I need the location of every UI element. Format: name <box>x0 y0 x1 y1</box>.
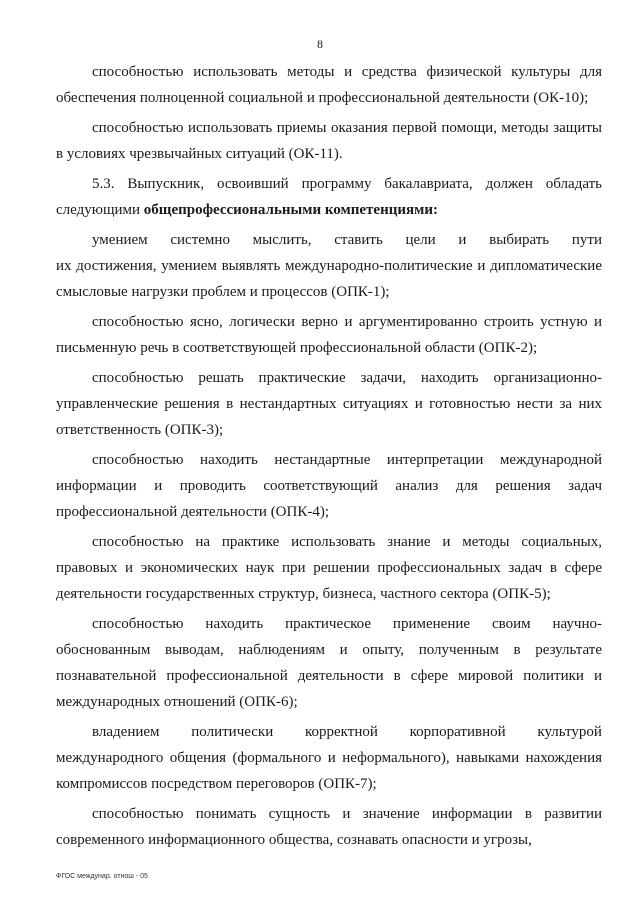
paragraph-opk-6: способностью находить практическое применение своим научно-обоснованным выводам, наблюдениям и опыту, полученным в результате познавательной профессиональной деятельности в сфере мировой политики и международных отношений (ОПК-6); <box>56 616 602 710</box>
word: выбирать <box>489 232 550 248</box>
word: умением <box>92 232 148 248</box>
word: цели <box>405 232 436 248</box>
word: владением <box>92 724 160 740</box>
paragraph-last: способностью понимать сущность и значение информации в развитии современного информационного общества, сознавать опасности и угрозы, <box>56 806 602 848</box>
word: ставить <box>334 232 383 248</box>
word: культурой <box>537 724 602 740</box>
paragraph-opk-4: способностью находить нестандартные интерпретации международной информации и проводить соответствующий анализ для решения задач профессиональной деятельности (ОПК-4); <box>56 452 602 520</box>
word: мыслить, <box>252 232 312 248</box>
paragraph-ok-11: способностью использовать приемы оказания первой помощи, методы защиты в условиях чрезвычайных ситуаций (ОК-11). <box>56 120 602 162</box>
paragraph-opk-2: способностью ясно, логически верно и аргументированно строить устную и письменную речь в соответствующей профессиональной области (ОПК-2); <box>56 314 602 356</box>
footer-label: ФГОС междунар. отнош - 05 <box>56 873 148 880</box>
paragraph-opk-5: способностью на практике использовать знание и методы социальных, правовых и экономических наук при решении профессиональных задач в сфере деятельности государственных структур, бизнеса, частного сектора (ОПК-5); <box>56 534 602 602</box>
section-5-3-intro <box>56 171 602 223</box>
opk-7-first-line <box>56 719 602 745</box>
paragraph-opk-7 <box>56 719 602 797</box>
word: системно <box>170 232 230 248</box>
word: политически <box>191 724 274 740</box>
paragraph-opk-1 <box>56 227 602 305</box>
word: корпоративной <box>409 724 506 740</box>
word: пути <box>571 232 602 248</box>
word: и <box>458 232 467 248</box>
section-lead: 5.3. Выпускник, освоивший программу бакалавриата, должен обладать следующими <box>56 176 602 218</box>
paragraph-opk-3: способностью решать практические задачи, находить организационно-управленческие решения в нестандартных ситуациях и готовностью нести за них ответственность (ОПК-3); <box>56 370 602 438</box>
paragraph-ok-10: способностью использовать методы и средства физической культуры для обеспечения полноценной социальной и профессиональной деятельности (ОК-10); <box>56 64 602 106</box>
section-bold-term: общепрофессиональными компетенциями: <box>143 202 438 218</box>
page-number: 8 <box>317 37 323 51</box>
opk-7-rest: международного общения (формального и неформального), навыками нахождения компромиссов посредством переговоров (ОПК-7); <box>56 750 602 792</box>
document-body <box>56 59 602 857</box>
word: корректной <box>304 724 378 740</box>
opk-1-rest: их достижения, умением выявлять международно-политические и дипломатические смысловые нагрузки проблем и процессов (ОПК-1); <box>56 258 602 300</box>
opk-1-first-line <box>56 227 602 253</box>
